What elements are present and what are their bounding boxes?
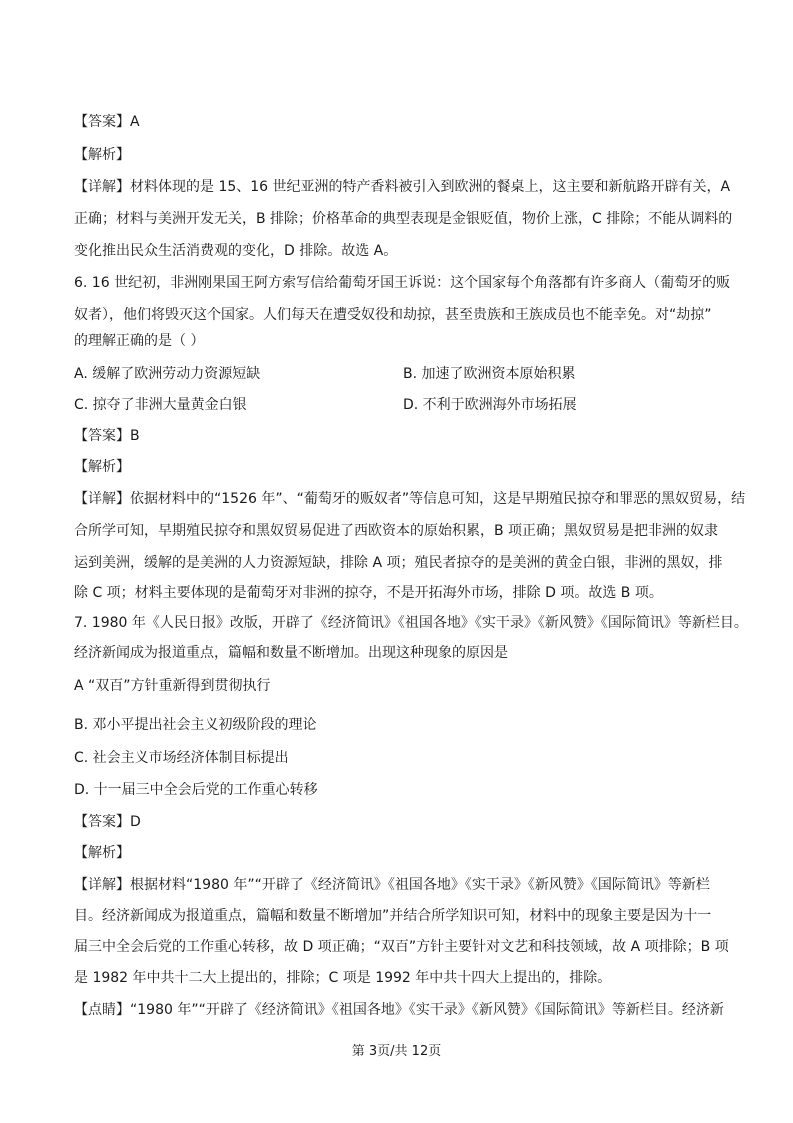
q7-detail-line: 目。经济新闻成为报道重点，篇幅和数量不断增加”并结合所学知识可知，材料中的现象主要是因为十一 (74, 908, 712, 924)
q7-detail-line: 届三中全会后党的工作重心转移，故 D 项正确；“双百”方针主要针对文艺和科技领域，故 A 项排除；B 项 (74, 939, 729, 955)
q6-detail-line: 除 C 项；材料主要体现的是葡萄牙对非洲的掠夺，不是开拓海外市场，排除 D 项。故选 B 项。 (74, 585, 663, 601)
q7-detail-line: 【详解】根据材料“1980 年”“开辟了《经济简讯》《祖国各地》《实干录》《新风赞》《国际简讯》等新栏 (74, 877, 710, 893)
q7-stem-line: 经济新闻成为报道重点，篇幅和数量不断增加。出现这种现象的原因是 (74, 645, 508, 661)
q6-detail-line: 【详解】依据材料中的“1526 年”、“葡萄牙的贩奴者”等信息可知，这是早期殖民掠夺和罪恶的黑奴贸易，结 (74, 491, 746, 507)
q7-comment-line: 【点睛】“1980 年”“开辟了《经济简讯》《祖国各地》《实干录》《新风赞》《国际简讯》等新栏目。经济新 (74, 1002, 724, 1018)
q7-answer: 【答案】D (74, 814, 141, 830)
q6-detail-line: 运到美洲，缓解的是美洲的人力资源短缺，排除 A 项；殖民者掠夺的是美洲的黄金白银，非洲的黑奴，排 (74, 555, 723, 571)
q7-option-a: A “双百”方针重新得到贯彻执行 (74, 678, 271, 694)
q6-stem-line: 奴者），他们将毁灭这个国家。人们每天在遭受奴役和劫掠，甚至贵族和王族成员也不能幸免。对“劫掠” (74, 307, 712, 323)
q6-stem-line: 的理解正确的是（ ） (74, 333, 205, 349)
q7-option-b: B. 邓小平提出社会主义初级阶段的理论 (74, 717, 317, 733)
q5-analysis-heading: 【解析】 (74, 147, 130, 163)
q6-option-d: D. 不利于欧洲海外市场拓展 (403, 397, 577, 413)
page-number: 第 3页/共 12页 (351, 1044, 442, 1059)
q6-option-b: B. 加速了欧洲资本原始积累 (403, 366, 576, 382)
q5-detail-line: 变化推出民众生活消费观的变化，D 排除。故选 A。 (74, 243, 398, 259)
q6-option-a: A. 缓解了欧洲劳动力资源短缺 (74, 366, 261, 382)
q7-detail-line: 是 1982 年中共十二大上提出的，排除；C 项是 1992 年中共十四大上提出的，排除。 (74, 970, 612, 986)
q5-detail-line: 【详解】材料体现的是 15、16 世纪亚洲的特产香料被引入到欧洲的餐桌上，这主要和新航路开辟有关，A (74, 179, 731, 195)
q5-answer: 【答案】A (74, 114, 140, 130)
q7-option-d: D. 十一届三中全会后党的工作重心转移 (74, 782, 318, 798)
q7-analysis-heading: 【解析】 (74, 845, 130, 861)
q6-answer: 【答案】B (74, 428, 140, 444)
q7-stem-line: 7. 1980 年《人民日报》改版，开辟了《经济简讯》《祖国各地》《实干录》《新风赞》《国际简讯》等新栏目。 (74, 615, 748, 631)
q6-analysis-heading: 【解析】 (74, 459, 130, 475)
q7-option-c: C. 社会主义市场经济体制目标提出 (74, 750, 289, 766)
q5-detail-line: 正确；材料与美洲开发无关，B 排除；价格革命的典型表现是金银贬值，物价上涨，C 排除；不能从调料的 (74, 211, 733, 227)
q6-detail-line: 合所学可知，早期殖民掠夺和黑奴贸易促进了西欧资本的原始积累，B 项正确；黑奴贸易是把非洲的奴隶 (74, 523, 719, 539)
q6-option-c: C. 掠夺了非洲大量黄金白银 (74, 397, 247, 413)
q6-stem-line: 6. 16 世纪初，非洲刚果国王阿方索写信给葡萄牙国王诉说：这个国家每个角落都有许多商人（葡萄牙的贩 (74, 275, 731, 291)
